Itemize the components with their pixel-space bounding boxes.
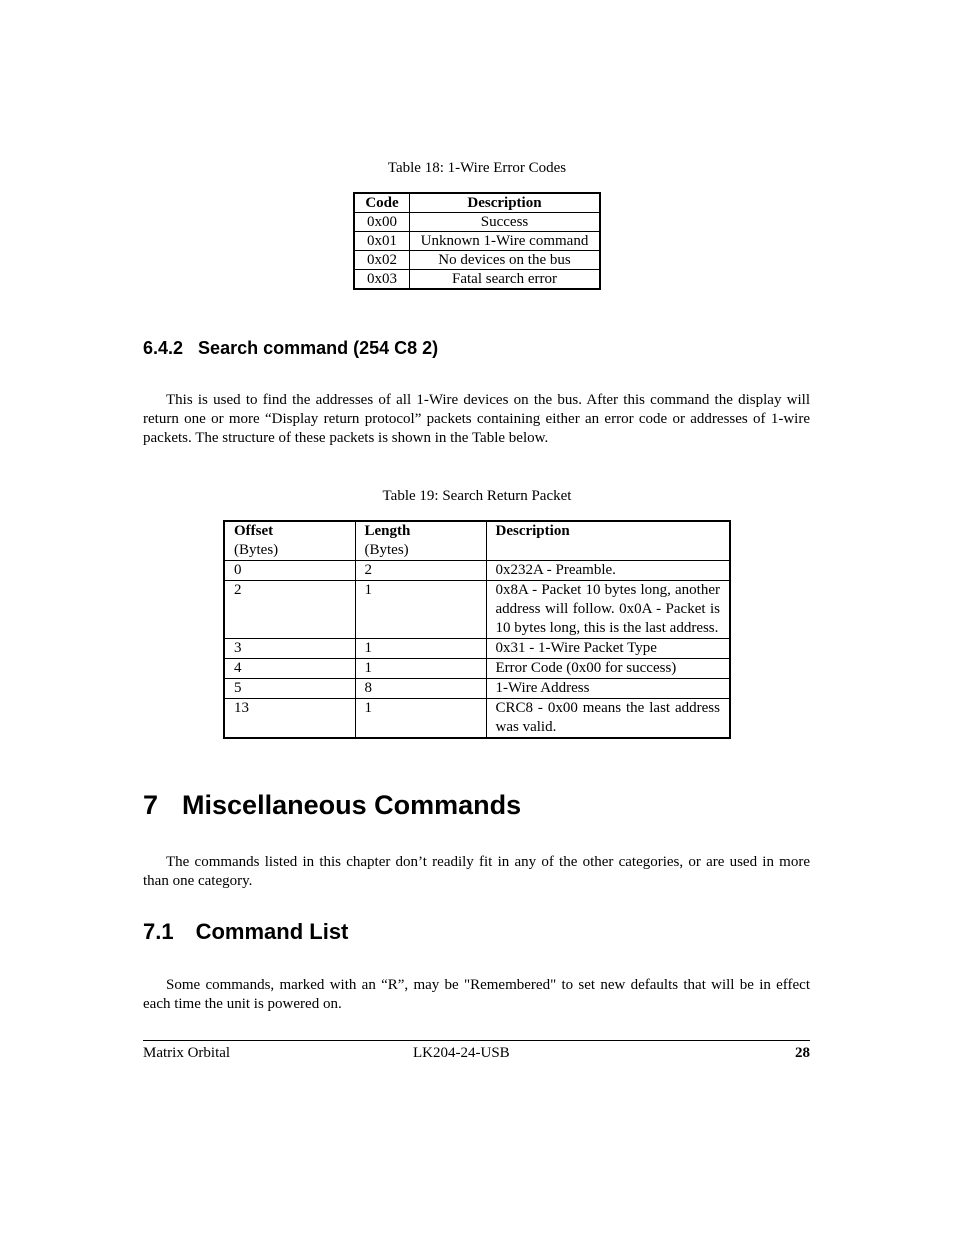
- section-7-1-paragraph: [143, 976, 810, 1014]
- table-header-cell: Length (Bytes): [355, 521, 486, 561]
- table-cell: 0x232A - Preamble.: [486, 561, 730, 581]
- table-row: [354, 232, 600, 251]
- table-cell: 0x31 - 1-Wire Packet Type: [486, 639, 730, 659]
- table-row: [354, 213, 600, 232]
- table-cell: 8: [355, 679, 486, 699]
- table-cell: 1-Wire Address: [486, 679, 730, 699]
- table-cell: 1: [355, 639, 486, 659]
- footer-company: Matrix Orbital: [143, 1045, 231, 1061]
- section-number: 6.4.2: [143, 338, 184, 358]
- table-header-cell: Description: [410, 193, 601, 213]
- section-title: Search command (254 C8 2): [198, 338, 439, 358]
- table-cell: 13: [224, 699, 355, 739]
- table-19-caption: Table 19: Search Return Packet: [382, 488, 572, 504]
- table-row: [354, 270, 600, 290]
- table-header-row: [224, 521, 730, 561]
- table-header-row: [354, 193, 600, 213]
- table-row: [224, 659, 730, 679]
- section-7-heading: [143, 790, 521, 821]
- paragraph-text: Some commands, marked with an “R”, may be "Remembered" to set new defaults that will be in effect each time the unit is powered on.: [143, 977, 810, 1012]
- table-row: [224, 699, 730, 739]
- paragraph-text: The commands listed in this chapter don’t readily fit in any of the other categories, or are used in more than one category.: [143, 854, 810, 889]
- table-header-cell: Description: [486, 521, 730, 561]
- error-codes-table: [353, 192, 601, 290]
- table-cell: 0x02: [354, 251, 410, 270]
- paragraph-text: This is used to find the addresses of all 1-Wire devices on the bus. After this command the display will return one or more “Display return protocol” packets containing either an error code or addresses of 1-wire packets. The structure of these packets is shown in the Table below.: [143, 392, 810, 446]
- table-cell: 2: [355, 561, 486, 581]
- section-6-4-2-heading: [143, 338, 438, 359]
- search-return-packet-table: [223, 520, 731, 739]
- table-row: [224, 679, 730, 699]
- table-cell: 4: [224, 659, 355, 679]
- table-cell: 2: [224, 581, 355, 639]
- table-cell: No devices on the bus: [410, 251, 601, 270]
- table-cell: 1: [355, 581, 486, 639]
- table-header-cell: Offset (Bytes): [224, 521, 355, 561]
- table-cell: 0x03: [354, 270, 410, 290]
- table-cell: Fatal search error: [410, 270, 601, 290]
- table-row: [224, 561, 730, 581]
- table-cell: Unknown 1-Wire command: [410, 232, 601, 251]
- table-cell: Error Code (0x00 for success): [486, 659, 730, 679]
- table-cell: 5: [224, 679, 355, 699]
- table-cell: 1: [355, 699, 486, 739]
- section-number: 7: [143, 790, 159, 820]
- section-7-1-heading: [143, 919, 348, 945]
- table-cell: 0x00: [354, 213, 410, 232]
- table-18-caption: Table 18: 1-Wire Error Codes: [387, 160, 567, 176]
- table-row: [224, 581, 730, 639]
- table-cell: 0x8A - Packet 10 bytes long, another address will follow. 0x0A - Packet is 10 bytes long, this is the last address.: [486, 581, 730, 639]
- table-cell: 0: [224, 561, 355, 581]
- table-cell: 3: [224, 639, 355, 659]
- footer-model: LK204-24-USB: [413, 1045, 510, 1061]
- section-7-paragraph: [143, 853, 810, 891]
- section-title: Command List: [195, 919, 349, 944]
- section-6-4-2-paragraph: [143, 391, 810, 448]
- table-cell: CRC8 - 0x00 means the last address was valid.: [486, 699, 730, 739]
- table-row: [224, 639, 730, 659]
- table-cell: Success: [410, 213, 601, 232]
- footer-page-number: 28: [795, 1045, 810, 1061]
- table-cell: 0x01: [354, 232, 410, 251]
- footer-rule: [143, 1040, 810, 1041]
- section-number: 7.1: [143, 919, 174, 944]
- section-title: Miscellaneous Commands: [182, 790, 522, 820]
- table-row: [354, 251, 600, 270]
- table-header-cell: Code: [354, 193, 410, 213]
- table-cell: 1: [355, 659, 486, 679]
